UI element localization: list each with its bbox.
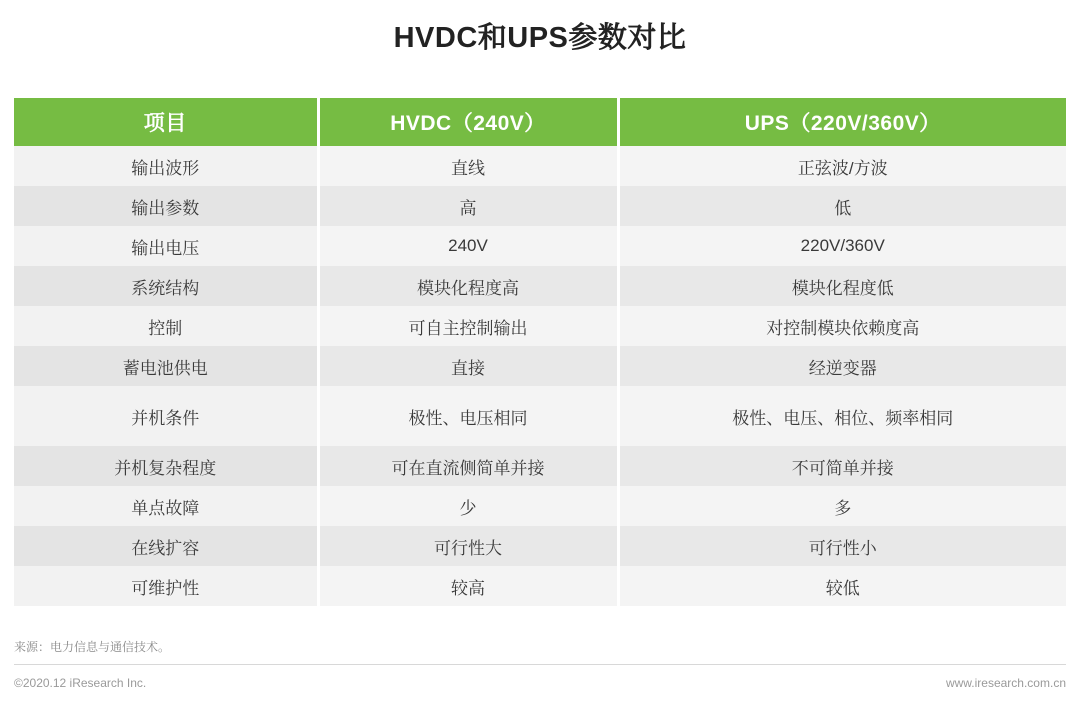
table-row <box>14 186 1066 226</box>
footer <box>14 676 1066 690</box>
table-row <box>14 386 1066 446</box>
row-value-ups: 极性、电压、相位、频率相同 <box>618 386 1066 446</box>
row-value-hvdc: 可自主控制输出 <box>318 306 618 346</box>
table-header <box>14 98 1066 146</box>
table-row <box>14 526 1066 566</box>
copyright-text: ©2020.12 iResearch Inc. <box>14 676 147 690</box>
page-title: HVDC和UPS参数对比 <box>393 22 687 54</box>
row-value-ups: 对控制模块依赖度高 <box>618 306 1066 346</box>
table-row <box>14 566 1066 606</box>
row-value-hvdc: 可行性大 <box>318 526 618 566</box>
source-note: 来源：电力信息与通信技术。 <box>14 640 171 654</box>
table-row <box>14 306 1066 346</box>
row-label: 输出参数 <box>14 186 318 226</box>
row-label: 并机复杂程度 <box>14 446 318 486</box>
row-label: 输出波形 <box>14 146 318 186</box>
table-header-row <box>14 98 1066 146</box>
row-value-hvdc: 极性、电压相同 <box>318 386 618 446</box>
footer-divider <box>14 664 1066 665</box>
row-value-hvdc: 模块化程度高 <box>318 266 618 306</box>
table-row <box>14 346 1066 386</box>
row-value-ups: 经逆变器 <box>618 346 1066 386</box>
comparison-table <box>14 98 1066 606</box>
row-value-ups: 模块化程度低 <box>618 266 1066 306</box>
row-label: 可维护性 <box>14 566 318 606</box>
column-header-ups: UPS（220V/360V） <box>618 98 1066 146</box>
row-label: 系统结构 <box>14 266 318 306</box>
table-row <box>14 446 1066 486</box>
row-label: 控制 <box>14 306 318 346</box>
row-value-ups: 不可简单并接 <box>618 446 1066 486</box>
row-label: 输出电压 <box>14 226 318 266</box>
table-row <box>14 486 1066 526</box>
table-body <box>14 146 1066 606</box>
row-label: 在线扩容 <box>14 526 318 566</box>
row-value-hvdc: 少 <box>318 486 618 526</box>
row-value-hvdc: 直线 <box>318 146 618 186</box>
row-value-hvdc: 较高 <box>318 566 618 606</box>
table-row <box>14 146 1066 186</box>
row-value-ups: 多 <box>618 486 1066 526</box>
table-row <box>14 266 1066 306</box>
row-value-hvdc: 240V <box>318 226 618 266</box>
table-row <box>14 226 1066 266</box>
row-value-hvdc: 直接 <box>318 346 618 386</box>
row-value-ups: 可行性小 <box>618 526 1066 566</box>
comparison-table-wrapper <box>14 98 1066 606</box>
row-value-hvdc: 可在直流侧简单并接 <box>318 446 618 486</box>
row-label: 单点故障 <box>14 486 318 526</box>
row-label: 并机条件 <box>14 386 318 446</box>
row-value-ups: 正弦波/方波 <box>618 146 1066 186</box>
row-value-ups: 220V/360V <box>618 226 1066 266</box>
column-header-hvdc: HVDC（240V） <box>318 98 618 146</box>
row-value-hvdc: 高 <box>318 186 618 226</box>
row-value-ups: 低 <box>618 186 1066 226</box>
row-value-ups: 较低 <box>618 566 1066 606</box>
column-header-item: 项目 <box>14 98 318 146</box>
website-text: www.iresearch.com.cn <box>945 676 1066 690</box>
row-label: 蓄电池供电 <box>14 346 318 386</box>
